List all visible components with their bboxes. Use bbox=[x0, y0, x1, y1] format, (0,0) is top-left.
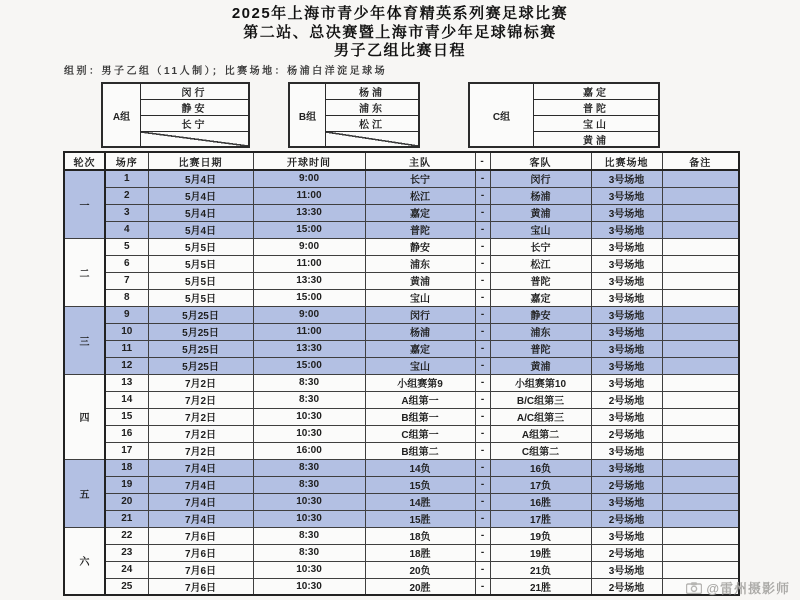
match-row bbox=[64, 289, 739, 306]
cell-vs: - bbox=[475, 357, 490, 374]
cell-seq: 22 bbox=[105, 527, 148, 544]
group-label: A组 bbox=[103, 84, 141, 146]
cell-vs: - bbox=[475, 561, 490, 578]
cell-away: B/C组第三 bbox=[490, 391, 591, 408]
cell-venue: 3号场地 bbox=[591, 170, 662, 187]
cell-away: 17胜 bbox=[490, 510, 591, 527]
camera-icon bbox=[686, 582, 702, 594]
cell-date: 7月2日 bbox=[148, 408, 253, 425]
cell-venue: 3号场地 bbox=[591, 306, 662, 323]
cell-time: 13:30 bbox=[253, 272, 365, 289]
group-team-list bbox=[534, 84, 658, 146]
cell-date: 7月4日 bbox=[148, 493, 253, 510]
match-row bbox=[64, 187, 739, 204]
cell-venue: 3号场地 bbox=[591, 238, 662, 255]
column-header: 开球时间 bbox=[253, 152, 365, 170]
title-line-3: 男子乙组比赛日程 bbox=[333, 42, 466, 59]
cell-note bbox=[662, 527, 739, 544]
match-row bbox=[64, 391, 739, 408]
cell-seq: 24 bbox=[105, 561, 148, 578]
cell-seq: 7 bbox=[105, 272, 148, 289]
cell-time: 8:30 bbox=[253, 544, 365, 561]
cell-venue: 3号场地 bbox=[591, 374, 662, 391]
cell-note bbox=[662, 374, 739, 391]
title-line-2: 第二站、总决赛暨上海市青少年足球锦标赛 bbox=[243, 23, 557, 41]
cell-vs: - bbox=[475, 221, 490, 238]
cell-time: 10:30 bbox=[253, 493, 365, 510]
cell-vs: - bbox=[475, 578, 490, 595]
cell-home: 普陀 bbox=[365, 221, 475, 238]
group-team: 闵行 bbox=[141, 84, 248, 100]
cell-vs: - bbox=[475, 544, 490, 561]
round-label: 五 bbox=[64, 459, 105, 527]
title-line-1: 2025年上海市青少年体育精英系列赛足球比赛 bbox=[231, 5, 569, 22]
cell-time: 15:00 bbox=[253, 289, 365, 306]
cell-time: 9:00 bbox=[253, 170, 365, 187]
cell-date: 5月4日 bbox=[148, 170, 253, 187]
header-row bbox=[64, 152, 739, 170]
cell-time: 13:30 bbox=[253, 340, 365, 357]
cell-note bbox=[662, 255, 739, 272]
cell-seq: 17 bbox=[105, 442, 148, 459]
match-row bbox=[64, 527, 739, 544]
schedule-table-wrap bbox=[63, 151, 738, 596]
cell-home: 黄浦 bbox=[365, 272, 475, 289]
cell-time: 10:30 bbox=[253, 561, 365, 578]
cell-time: 13:30 bbox=[253, 204, 365, 221]
cell-date: 7月2日 bbox=[148, 374, 253, 391]
cell-away: 闵行 bbox=[490, 170, 591, 187]
match-row bbox=[64, 493, 739, 510]
match-row bbox=[64, 425, 739, 442]
cell-seq: 12 bbox=[105, 357, 148, 374]
cell-seq: 8 bbox=[105, 289, 148, 306]
cell-vs: - bbox=[475, 408, 490, 425]
cell-time: 11:00 bbox=[253, 255, 365, 272]
cell-note bbox=[662, 459, 739, 476]
cell-venue: 3号场地 bbox=[591, 493, 662, 510]
cell-date: 7月6日 bbox=[148, 578, 253, 595]
cell-time: 10:30 bbox=[253, 408, 365, 425]
cell-away: A/C组第三 bbox=[490, 408, 591, 425]
cell-venue: 3号场地 bbox=[591, 357, 662, 374]
cell-vs: - bbox=[475, 425, 490, 442]
cell-note bbox=[662, 357, 739, 374]
cell-note bbox=[662, 187, 739, 204]
cell-vs: - bbox=[475, 272, 490, 289]
column-header: 主队 bbox=[365, 152, 475, 170]
cell-seq: 19 bbox=[105, 476, 148, 493]
cell-vs: - bbox=[475, 323, 490, 340]
empty-slot-diagonal bbox=[141, 132, 248, 146]
cell-date: 5月25日 bbox=[148, 323, 253, 340]
cell-venue: 3号场地 bbox=[591, 340, 662, 357]
match-row bbox=[64, 442, 739, 459]
group-and-venue-info: 组别：男子乙组（11人制）；比赛场地：杨浦白洋淀足球场 bbox=[64, 66, 388, 77]
match-row bbox=[64, 272, 739, 289]
cell-note bbox=[662, 340, 739, 357]
cell-home: 14胜 bbox=[365, 493, 475, 510]
column-header: 轮次 bbox=[64, 152, 105, 170]
cell-time: 9:00 bbox=[253, 306, 365, 323]
cell-vs: - bbox=[475, 527, 490, 544]
cell-venue: 3号场地 bbox=[591, 221, 662, 238]
group-team: 浦东 bbox=[326, 100, 418, 116]
group-team: 杨浦 bbox=[326, 84, 418, 100]
match-row bbox=[64, 459, 739, 476]
cell-time: 16:00 bbox=[253, 442, 365, 459]
column-header: 场序 bbox=[105, 152, 148, 170]
cell-seq: 20 bbox=[105, 493, 148, 510]
cell-away: 长宁 bbox=[490, 238, 591, 255]
cell-away: 19负 bbox=[490, 527, 591, 544]
cell-time: 8:30 bbox=[253, 374, 365, 391]
group-team-list bbox=[141, 84, 248, 146]
cell-date: 7月4日 bbox=[148, 510, 253, 527]
group-label: C组 bbox=[470, 84, 534, 146]
match-row bbox=[64, 544, 739, 561]
cell-vs: - bbox=[475, 493, 490, 510]
cell-note bbox=[662, 544, 739, 561]
cell-away: 浦东 bbox=[490, 323, 591, 340]
round-label: 二 bbox=[64, 238, 105, 306]
cell-away: 21胜 bbox=[490, 578, 591, 595]
cell-time: 10:30 bbox=[253, 425, 365, 442]
cell-away: 宝山 bbox=[490, 221, 591, 238]
cell-venue: 2号场地 bbox=[591, 510, 662, 527]
cell-date: 5月4日 bbox=[148, 204, 253, 221]
cell-time: 8:30 bbox=[253, 391, 365, 408]
cell-time: 15:00 bbox=[253, 221, 365, 238]
cell-date: 5月25日 bbox=[148, 306, 253, 323]
cell-vs: - bbox=[475, 510, 490, 527]
cell-note bbox=[662, 408, 739, 425]
match-row bbox=[64, 238, 739, 255]
cell-away: 17负 bbox=[490, 476, 591, 493]
cell-seq: 21 bbox=[105, 510, 148, 527]
match-row bbox=[64, 357, 739, 374]
schedule-table-header bbox=[64, 152, 739, 170]
cell-home: 15负 bbox=[365, 476, 475, 493]
document-title-block bbox=[0, 5, 800, 61]
cell-seq: 6 bbox=[105, 255, 148, 272]
schedule-table bbox=[63, 151, 740, 596]
cell-date: 7月6日 bbox=[148, 561, 253, 578]
column-header: 客队 bbox=[490, 152, 591, 170]
cell-time: 9:00 bbox=[253, 238, 365, 255]
cell-home: A组第一 bbox=[365, 391, 475, 408]
cell-note bbox=[662, 238, 739, 255]
group-label: B组 bbox=[290, 84, 326, 146]
cell-date: 7月6日 bbox=[148, 527, 253, 544]
cell-vs: - bbox=[475, 340, 490, 357]
cell-seq: 13 bbox=[105, 374, 148, 391]
match-row bbox=[64, 323, 739, 340]
cell-note bbox=[662, 391, 739, 408]
cell-note bbox=[662, 561, 739, 578]
group-box-3 bbox=[468, 82, 660, 148]
cell-note bbox=[662, 289, 739, 306]
cell-venue: 2号场地 bbox=[591, 391, 662, 408]
cell-away: 小组赛第10 bbox=[490, 374, 591, 391]
cell-venue: 3号场地 bbox=[591, 442, 662, 459]
cell-date: 7月2日 bbox=[148, 425, 253, 442]
cell-home: 宝山 bbox=[365, 357, 475, 374]
cell-away: 普陀 bbox=[490, 272, 591, 289]
cell-date: 5月5日 bbox=[148, 289, 253, 306]
cell-note bbox=[662, 425, 739, 442]
cell-vs: - bbox=[475, 238, 490, 255]
cell-venue: 2号场地 bbox=[591, 476, 662, 493]
group-team: 宝山 bbox=[534, 116, 658, 132]
cell-note bbox=[662, 442, 739, 459]
cell-away: 嘉定 bbox=[490, 289, 591, 306]
cell-note bbox=[662, 170, 739, 187]
cell-seq: 10 bbox=[105, 323, 148, 340]
cell-seq: 4 bbox=[105, 221, 148, 238]
cell-vs: - bbox=[475, 170, 490, 187]
cell-venue: 3号场地 bbox=[591, 255, 662, 272]
cell-venue: 3号场地 bbox=[591, 187, 662, 204]
cell-home: 杨浦 bbox=[365, 323, 475, 340]
cell-seq: 5 bbox=[105, 238, 148, 255]
cell-date: 5月4日 bbox=[148, 221, 253, 238]
cell-time: 10:30 bbox=[253, 510, 365, 527]
cell-vs: - bbox=[475, 442, 490, 459]
cell-seq: 3 bbox=[105, 204, 148, 221]
cell-seq: 1 bbox=[105, 170, 148, 187]
cell-seq: 2 bbox=[105, 187, 148, 204]
cell-venue: 3号场地 bbox=[591, 272, 662, 289]
column-header: 比赛日期 bbox=[148, 152, 253, 170]
column-header: 比赛场地 bbox=[591, 152, 662, 170]
group-team: 黄浦 bbox=[583, 136, 609, 147]
cell-home: 18负 bbox=[365, 527, 475, 544]
cell-note bbox=[662, 323, 739, 340]
cell-home: 浦东 bbox=[365, 255, 475, 272]
cell-home: 嘉定 bbox=[365, 340, 475, 357]
group-boxes bbox=[0, 82, 800, 148]
group-box-2 bbox=[288, 82, 420, 148]
cell-time: 8:30 bbox=[253, 459, 365, 476]
match-row bbox=[64, 476, 739, 493]
cell-away: 16负 bbox=[490, 459, 591, 476]
cell-away: 普陀 bbox=[490, 340, 591, 357]
match-row bbox=[64, 306, 739, 323]
cell-venue: 2号场地 bbox=[591, 578, 662, 595]
cell-time: 15:00 bbox=[253, 357, 365, 374]
cell-away: 静安 bbox=[490, 306, 591, 323]
cell-date: 5月4日 bbox=[148, 187, 253, 204]
match-row bbox=[64, 255, 739, 272]
round-label: 四 bbox=[64, 374, 105, 459]
cell-note bbox=[662, 204, 739, 221]
cell-time: 11:00 bbox=[253, 187, 365, 204]
cell-home: C组第一 bbox=[365, 425, 475, 442]
cell-home: B组第二 bbox=[365, 442, 475, 459]
cell-away: 21负 bbox=[490, 561, 591, 578]
cell-seq: 25 bbox=[105, 578, 148, 595]
cell-vs: - bbox=[475, 476, 490, 493]
cell-note bbox=[662, 493, 739, 510]
match-row bbox=[64, 340, 739, 357]
round-label: 一 bbox=[64, 170, 105, 238]
cell-seq: 14 bbox=[105, 391, 148, 408]
cell-away: 松江 bbox=[490, 255, 591, 272]
cell-away: 黄浦 bbox=[490, 204, 591, 221]
cell-home: 18胜 bbox=[365, 544, 475, 561]
cell-home: B组第一 bbox=[365, 408, 475, 425]
group-team-list bbox=[326, 84, 418, 146]
match-row bbox=[64, 578, 739, 595]
cell-away: 19胜 bbox=[490, 544, 591, 561]
cell-vs: - bbox=[475, 255, 490, 272]
cell-note bbox=[662, 306, 739, 323]
cell-home: 20负 bbox=[365, 561, 475, 578]
cell-home: 静安 bbox=[365, 238, 475, 255]
cell-away: 杨浦 bbox=[490, 187, 591, 204]
cell-venue: 3号场地 bbox=[591, 204, 662, 221]
group-team: 静安 bbox=[141, 100, 248, 116]
match-row bbox=[64, 561, 739, 578]
cell-home: 闵行 bbox=[365, 306, 475, 323]
cell-home: 20胜 bbox=[365, 578, 475, 595]
cell-time: 8:30 bbox=[253, 527, 365, 544]
cell-seq: 23 bbox=[105, 544, 148, 561]
cell-home: 宝山 bbox=[365, 289, 475, 306]
cell-venue: 3号场地 bbox=[591, 408, 662, 425]
cell-vs: - bbox=[475, 306, 490, 323]
match-row bbox=[64, 510, 739, 527]
watermark-text: @雷州摄影师 bbox=[706, 581, 790, 596]
cell-date: 5月5日 bbox=[148, 238, 253, 255]
cell-vs: - bbox=[475, 459, 490, 476]
cell-date: 5月5日 bbox=[148, 272, 253, 289]
cell-seq: 18 bbox=[105, 459, 148, 476]
cell-home: 14负 bbox=[365, 459, 475, 476]
cell-date: 7月2日 bbox=[148, 391, 253, 408]
cell-date: 7月4日 bbox=[148, 459, 253, 476]
cell-date: 5月5日 bbox=[148, 255, 253, 272]
cell-date: 7月2日 bbox=[148, 442, 253, 459]
cell-venue: 2号场地 bbox=[591, 544, 662, 561]
group-box-1 bbox=[101, 82, 250, 148]
match-row bbox=[64, 204, 739, 221]
cell-date: 5月25日 bbox=[148, 340, 253, 357]
cell-away: 黄浦 bbox=[490, 357, 591, 374]
cell-seq: 9 bbox=[105, 306, 148, 323]
cell-home: 小组赛第9 bbox=[365, 374, 475, 391]
schedule-table-body bbox=[64, 170, 739, 595]
cell-away: C组第二 bbox=[490, 442, 591, 459]
group-team: 普陀 bbox=[534, 100, 658, 116]
group-team: 长宁 bbox=[141, 116, 248, 132]
cell-vs: - bbox=[475, 289, 490, 306]
cell-home: 15胜 bbox=[365, 510, 475, 527]
cell-date: 7月4日 bbox=[148, 476, 253, 493]
cell-date: 7月6日 bbox=[148, 544, 253, 561]
cell-note bbox=[662, 272, 739, 289]
match-row bbox=[64, 170, 739, 187]
empty-slot-diagonal bbox=[326, 132, 418, 146]
cell-seq: 15 bbox=[105, 408, 148, 425]
cell-venue: 2号场地 bbox=[591, 425, 662, 442]
cell-home: 嘉定 bbox=[365, 204, 475, 221]
cell-home: 松江 bbox=[365, 187, 475, 204]
cell-seq: 16 bbox=[105, 425, 148, 442]
cell-vs: - bbox=[475, 204, 490, 221]
match-row bbox=[64, 408, 739, 425]
cell-home: 长宁 bbox=[365, 170, 475, 187]
group-team: 松江 bbox=[326, 116, 418, 132]
cell-away: A组第二 bbox=[490, 425, 591, 442]
cell-time: 8:30 bbox=[253, 476, 365, 493]
cell-note bbox=[662, 510, 739, 527]
cell-vs: - bbox=[475, 391, 490, 408]
cell-venue: 3号场地 bbox=[591, 289, 662, 306]
cell-venue: 3号场地 bbox=[591, 527, 662, 544]
cell-time: 10:30 bbox=[253, 578, 365, 595]
round-label: 三 bbox=[64, 306, 105, 374]
cell-vs: - bbox=[475, 374, 490, 391]
column-header: 备注 bbox=[662, 152, 739, 170]
cell-date: 5月25日 bbox=[148, 357, 253, 374]
match-row bbox=[64, 374, 739, 391]
round-label: 六 bbox=[64, 527, 105, 595]
cell-venue: 3号场地 bbox=[591, 561, 662, 578]
cell-time: 11:00 bbox=[253, 323, 365, 340]
match-row bbox=[64, 221, 739, 238]
cell-note bbox=[662, 221, 739, 238]
cell-note bbox=[662, 476, 739, 493]
cell-venue: 3号场地 bbox=[591, 323, 662, 340]
cell-away: 16胜 bbox=[490, 493, 591, 510]
photographer-watermark bbox=[686, 578, 790, 597]
group-team: 嘉定 bbox=[534, 84, 658, 100]
cell-seq: 11 bbox=[105, 340, 148, 357]
column-header: - bbox=[475, 152, 490, 170]
cell-vs: - bbox=[475, 187, 490, 204]
cell-venue: 3号场地 bbox=[591, 459, 662, 476]
